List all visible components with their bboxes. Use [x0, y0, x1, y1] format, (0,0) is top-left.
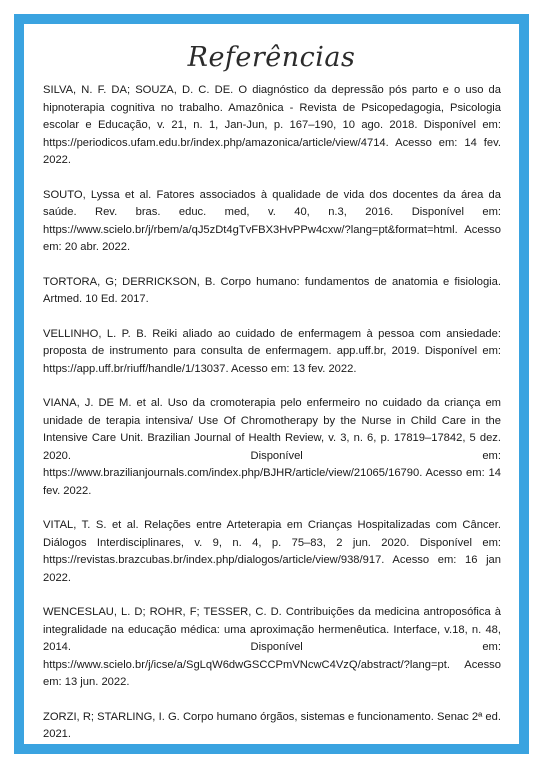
reference-entry-vellinho: VELLINHO, L. P. B. Reiki aliado ao cuidado de enfermagem à pessoa com ansiedade: proposta de instrumento para consulta de enfermagem. app.uff.br, 2019. Disponível em: https://app.uff.br/riuff/handle/1/13037. Acesso em: 13 fev. 2022.: [43, 327, 501, 375]
reference-entry-silva: SILVA, N. F. DA; SOUZA, D. C. DE. O diagnóstico da depressão pós parto e o uso da hipnoterapia cognitiva no trabalho. Amazônica - Revista de Psicopedagogia, Psicologia escolar e Educação, v. 21, n. 1, Jan-Jun, p. 167–190, 10 ago. 2018. Disponível em: https://periodicos.ufam.edu.br/index.php/amazonica/article/view/4714. Acesso em: 14 fev. 2022.: [43, 84, 501, 166]
reference-entry-zorzi: ZORZI, R; STARLING, I. G. Corpo humano órgãos, sistemas e funcionamento. Senac 2ª ed. 2021.: [43, 710, 501, 740]
page-title: Referências: [187, 42, 356, 73]
reference-entry-viana: VIANA, J. DE M. et al. Uso da cromoterapia pelo enfermeiro no cuidado da criança em unidade de terapia intensiva/ Use Of Chromotherapy by the Nurse in Child Care in the Intensive Care Unit. Brazilian Journal of Health Review, v. 3, n. 6, p. 17819–17842, 5 dez. 2020. Disponível em: https://www.brazilianjournals.com/index.php/BJHR/article/view/21065/16790. Acesso em: 14 fev. 2022.: [43, 397, 501, 497]
reference-list: [43, 82, 501, 761]
reference-entry-wenceslau: WENCESLAU, L. D; ROHR, F; TESSER, C. D. Contribuições da medicina antroposófica à integralidade na educação médica: uma aproximação hermenêutica. Interface, v.18, n. 48, 2014. Disponível em: https://www.scielo.br/j/icse/a/SgLqW6dwGSCCPmVNcwC4VzQ/abstract/?lang=pt. Acesso em: 13 jun. 2022.: [43, 606, 501, 688]
reference-entry-vital: VITAL, T. S. et al. Relações entre Arteterapia em Crianças Hospitalizadas com Câncer. Diálogos Interdisciplinares, v. 9, n. 4, p. 75–83, 2 jun. 2020. Disponível em: https://revistas.brazcubas.br/index.php/dialogos/article/view/938/917. Acesso em: 16 jan 2022.: [43, 519, 501, 584]
reference-entry-souto: SOUTO, Lyssa et al. Fatores associados à qualidade de vida dos docentes da área da saúde. Rev. bras. educ. med, v. 40, n.3, 2016. Disponível em: https://www.scielo.br/j/rbem/a/qJ5zDt4gTvFBX3HvPPw4cxw/?lang=pt&format=html. Acesso em: 20 abr. 2022.: [43, 188, 501, 253]
reference-entry-tortora: TORTORA, G; DERRICKSON, B. Corpo humano: fundamentos de anatomia e fisiologia. Artmed. 10 Ed. 2017.: [43, 275, 501, 305]
